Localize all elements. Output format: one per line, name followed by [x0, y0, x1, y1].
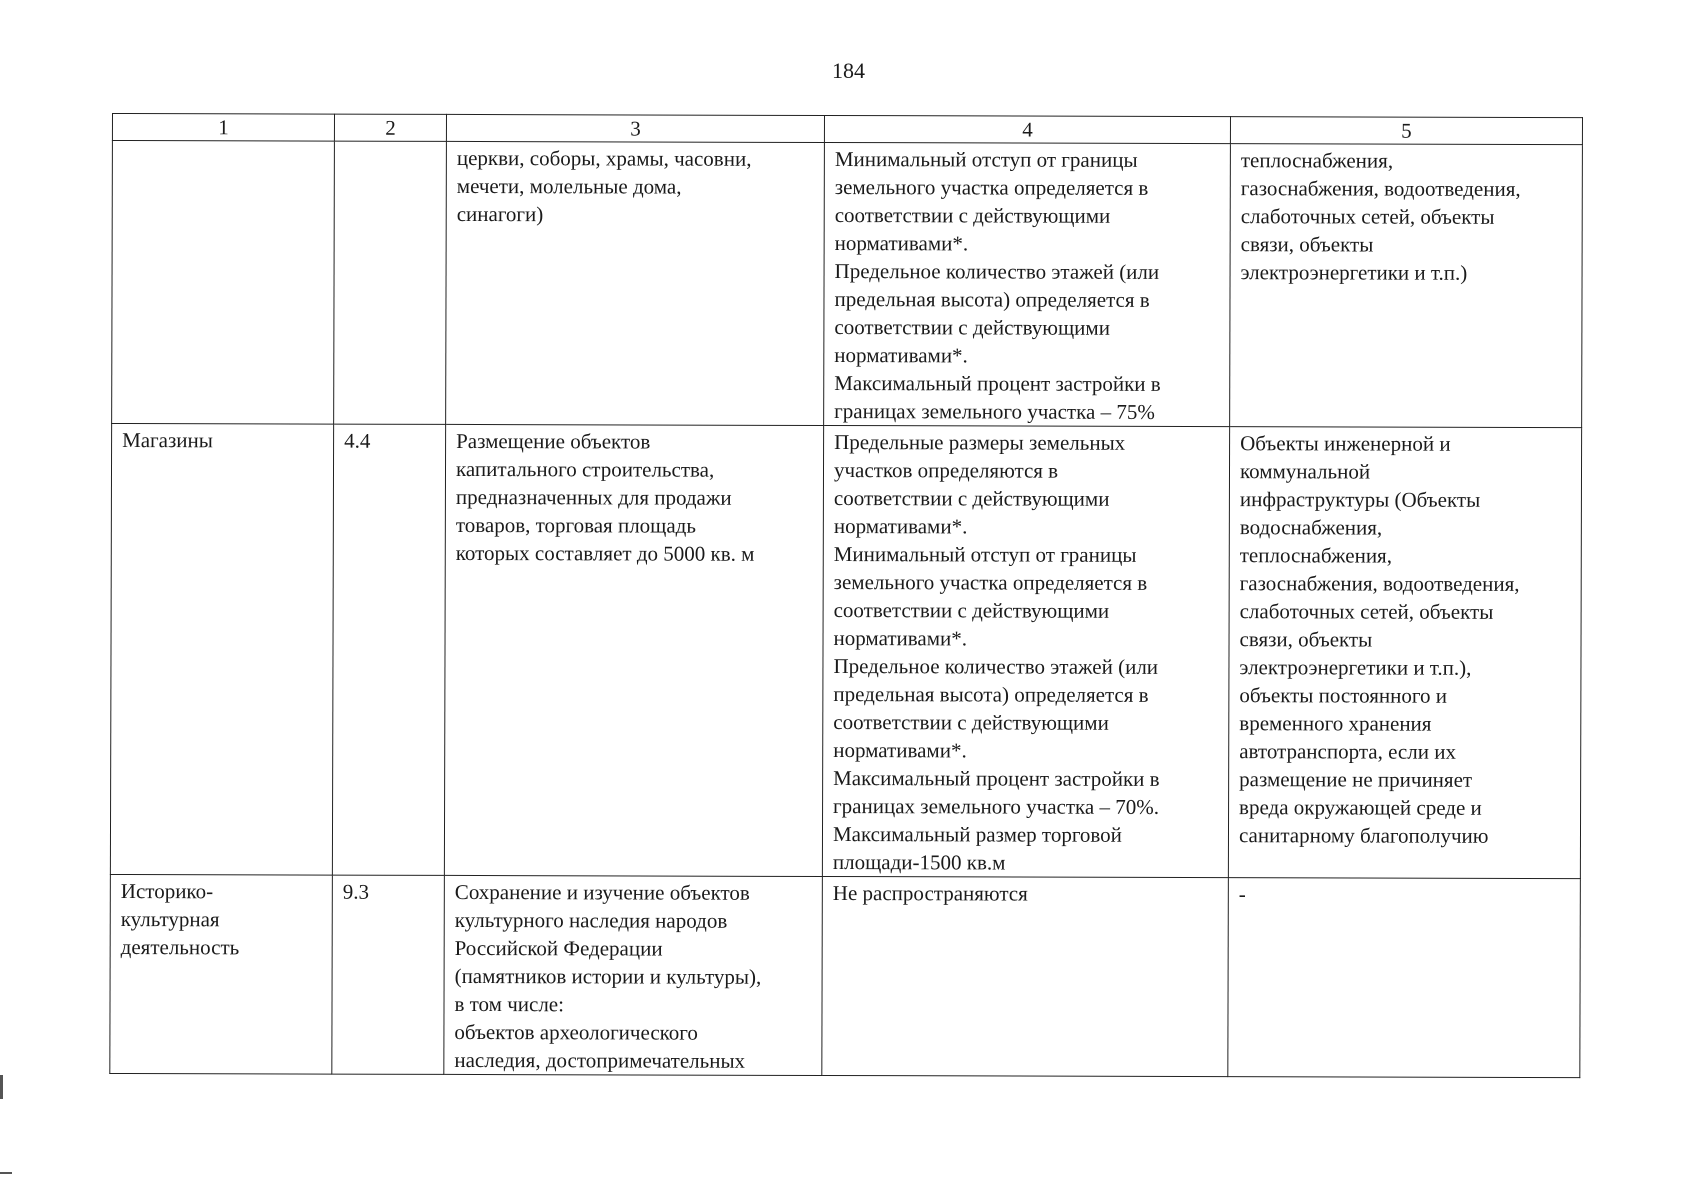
table-row — [110, 424, 1581, 879]
use-type-description: Размещение объектов капитального строительства, предназначенных для продажи товаров, торговая площадь которых составляет до 5000 кв. м — [444, 424, 823, 876]
scan-edge-mark — [0, 1075, 3, 1099]
limit-parameters: Не распространяются — [822, 876, 1229, 1076]
auxiliary-uses: Объекты инженерной и коммунальной инфраструктуры (Объекты водоснабжения, теплоснабжения, газоснабжения, водоотведения, слаботочных сетей, объекты связи, объекты электроэнергетики и т.п.), объекты постоянного и временного хранения автотранспорта, если их размещение не причиняет вреда окружающей среде и санитарному благополучию — [1228, 427, 1581, 879]
column-header: 1 — [112, 114, 334, 142]
use-type-code: 9.3 — [332, 875, 445, 1074]
limit-parameters: Предельные размеры земельных участков определяются в соответствии с действующими нормативами*. Минимальный отступ от границы земельного участка определяется в соответствии с действующими нормативами*. Предельное количество этажей (или предельная высота) определяется в соответствии с действующими нормативами*. Максимальный процент застройки в границах земельного участка – 70%. Максимальный размер торговой площади-1500 кв.м — [822, 425, 1229, 877]
regulations-table — [109, 113, 1583, 1078]
scan-edge-mark — [0, 1172, 12, 1174]
use-type-code: 4.4 — [332, 424, 445, 875]
column-header: 5 — [1230, 117, 1582, 145]
limit-parameters: Минимальный отступ от границы земельного участка определяется в соответствии с действующими нормативами*. Предельное количество этажей (или предельная высота) определяется в соответствии с действующими нормативами*. Максимальный процент застройки в границах земельного участка – 75% — [824, 142, 1231, 426]
column-header: 2 — [334, 114, 446, 141]
column-header: 3 — [446, 114, 824, 142]
use-type-code — [334, 141, 447, 424]
table-row — [110, 874, 1581, 1077]
use-type-description: Сохранение и изучение объектов культурного наследия народов Российской Федерации (памятников истории и культуры), в том числе: объектов археологического наследия, достопримечательных — [444, 875, 823, 1075]
table-row — [112, 141, 1583, 428]
use-type-name: Магазины — [110, 424, 333, 876]
page-number: 184 — [832, 58, 865, 83]
table-header-row — [112, 114, 1582, 145]
auxiliary-uses: - — [1228, 878, 1581, 1078]
use-type-description: церкви, соборы, храмы, часовни, мечети, молельные дома, синагоги) — [446, 141, 825, 425]
auxiliary-uses: теплоснабжения, газоснабжения, водоотведения, слаботочных сетей, объекты связи, объекты электроэнергетики и т.п.) — [1230, 144, 1583, 428]
column-header: 4 — [824, 115, 1230, 143]
use-type-name: Историко- культурная деятельность — [110, 874, 333, 1074]
use-type-name — [112, 141, 335, 425]
